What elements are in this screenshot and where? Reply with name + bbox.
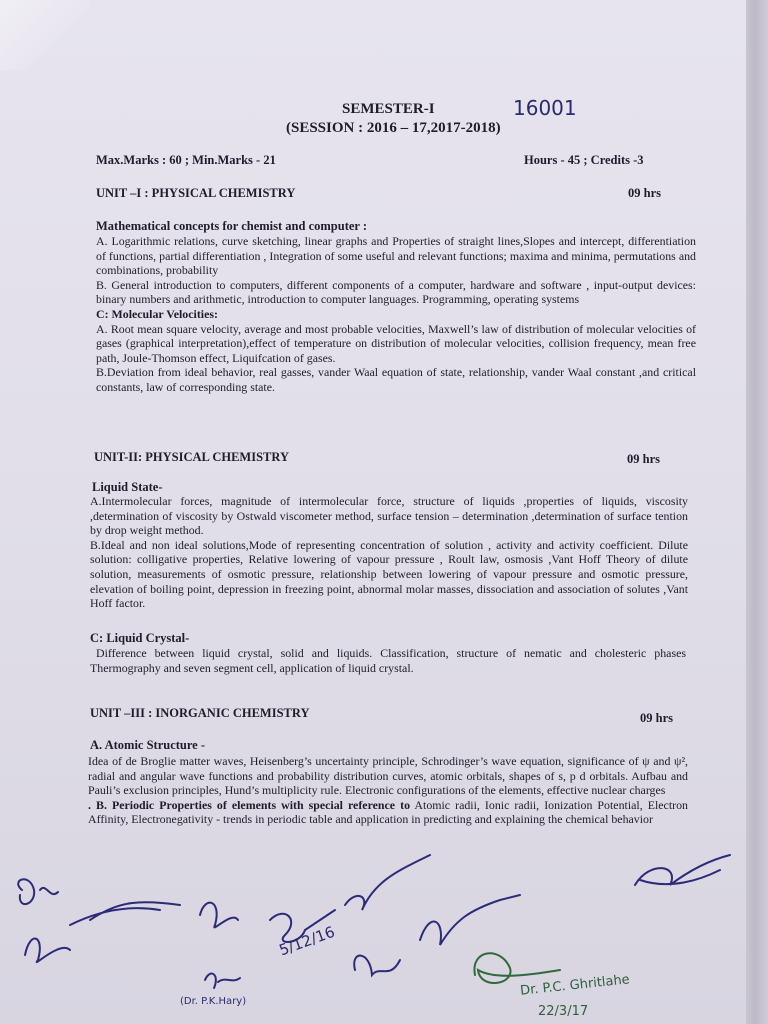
unit-1-title: UNIT –I : PHYSICAL CHEMISTRY: [96, 186, 296, 200]
signature-3: [70, 902, 180, 925]
signature-7: [354, 895, 520, 975]
unit-2-para-a: A.Intermolecular forces, magnitude of intermolecular force, structure of liquids ,properties of liquids, viscosity ,determination of viscosity by Ostwald viscometer method, surface tension – determination ,determination of surface tention by drop weight method.: [90, 494, 688, 538]
handwritten-name-note: (Dr. P.K.Hary): [180, 996, 247, 1007]
handwritten-date-2: 22/3/17: [538, 1004, 589, 1019]
session-line: (SESSION : 2016 – 17,2017-2018): [286, 120, 501, 136]
unit-2-c-heading: C: Liquid Crystal-: [90, 631, 190, 645]
unit-1-heading: Mathematical concepts for chemist and computer :: [96, 219, 368, 233]
signature-4: [200, 903, 238, 928]
unit-3-b-heading: . B. Periodic Properties of elements with special reference to: [88, 797, 411, 812]
signatures-area: [0, 850, 768, 1024]
unit-1-c-heading: C: Molecular Velocities:: [96, 306, 218, 321]
unit-2-c-text: Difference between liquid crystal, solid and liquids. Classification, structure of nematic and cholesteric phases Thermography and seven segment cell, application of liquid crystal.: [90, 646, 686, 675]
unit-1-para-b: B. General introduction to computers, different components of a computer, hardware and software , input-output devices: binary numbers and arithmetic, introduction to computer languages. Programming, operating systems: [96, 277, 696, 307]
unit-2-hours: 09 hrs: [627, 452, 660, 466]
unit-1-c-para-a: A. Root mean square velocity, average and most probable velocities, Maxwell’s law of distribution of molecular velocities of gases (graphical interpretation),effect of temperature on distribution of molecular velocities, collision frequency, mean free path, Joule-Thomson effect, Liquifcation of gases.: [96, 321, 696, 365]
unit-2-body: [90, 494, 688, 611]
handwritten-name-ghritlahe: Dr. P.C. Ghritlahe: [519, 972, 631, 999]
signature-8: [205, 974, 240, 988]
unit-2-para-b: B.Ideal and non ideal solutions,Mode of representing concentration of solution , activity and activity coefficient. Dilute solution: colligative properties, Relative lowering of vapour pressure , Roult law, osmosis ,Vant Hoff Theory of dilute solution, measurements of osmotic pressure, relationship between lowering of vapour pressure and osmotic pressure, elevation of boiling point, depression in freezing point, abnormal molar masses, dissociation and association of solutes ,Vant Hoff factor.: [90, 537, 688, 611]
unit-3-title: UNIT –III : INORGANIC CHEMISTRY: [90, 706, 310, 720]
unit-3-para-b: Atomic radii, Ionic radii, Ionization Potential, Electron Affinity, Electronegativity - trends in periodic table and application in predicting and explaining the chemical behavior: [88, 797, 688, 827]
signature-6: [345, 855, 430, 910]
unit-2-title: UNIT-II: PHYSICAL CHEMISTRY: [94, 450, 289, 464]
unit-1-para-a: A. Logarithmic relations, curve sketching, linear graphs and Properties of straight lines,Slopes and intercept, differentiation of functions, partial differentiation , Integration of some useful and relevant functions; maxima and minima, permutations and combinations, probability: [96, 234, 696, 278]
unit-3-heading: A. Atomic Structure -: [90, 738, 206, 752]
unit-1-c-para-b: B.Deviation from ideal behavior, real gasses, vander Waal equation of state, relationship, vander Waal constant ,and critical constants, law of corresponding state.: [96, 365, 696, 394]
marks-line: Max.Marks : 60 ; Min.Marks - 21: [96, 153, 276, 167]
course-code-handwritten: 16001: [513, 96, 577, 120]
signature-1: [18, 879, 58, 904]
handwritten-date-1: 5/12/16: [276, 922, 338, 960]
signature-10: [474, 953, 560, 983]
unit-3-para-a: Idea of de Broglie matter waves, Heisenberg’s uncertainty principle, Schrodinger’s wave equation, significance of ψ and ψ², radial and angular wave functions and probability distribution curves, atomic orbitals, shapes of s, p d orbitals. Aufbau and Pauli’s exclusion principles, Hund’s multiplicity rule. Electronic configurations of the elements, effective nuclear charges: [88, 754, 688, 798]
unit-1-hours: 09 hrs: [628, 186, 661, 200]
unit-2-heading: Liquid State-: [92, 480, 163, 494]
page-corner-crease: [0, 0, 90, 70]
hours-credits-line: Hours - 45 ; Credits -3: [524, 153, 644, 167]
unit-3-hours: 09 hrs: [640, 711, 673, 725]
unit-1-body: [96, 234, 696, 395]
semester-title: SEMESTER-I: [342, 101, 435, 117]
signature-9: [635, 855, 730, 885]
signature-2: [25, 939, 70, 963]
unit-3-body: [88, 754, 688, 827]
